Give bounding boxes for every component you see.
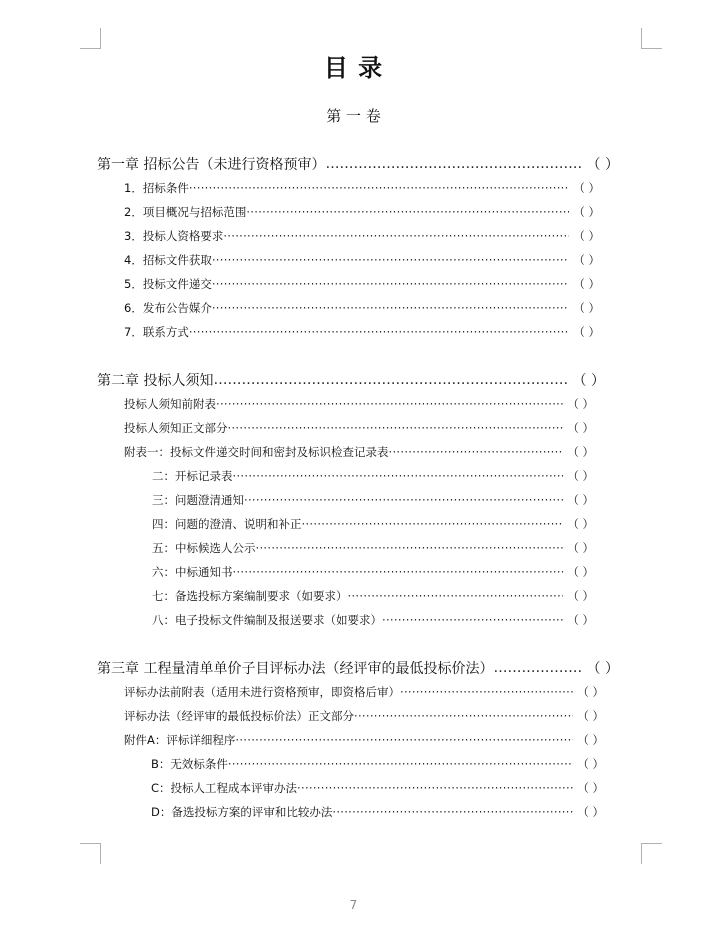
item-title: D：备选投标方案的评审和比较办法 [151,805,333,819]
toc-item[interactable] [151,778,604,798]
toc-item[interactable] [152,610,594,630]
page-ref: （ ） [567,613,594,627]
item-title: 投标人须知前附表 [124,397,216,411]
dot-leader [216,397,563,411]
item-title: 3．投标人资格要求 [124,229,224,243]
page-ref: （ ） [586,661,619,677]
dot-leader [244,493,563,507]
page-ref: （ ） [573,229,600,243]
toc-item[interactable] [152,538,594,558]
item-title: 7．联系方式 [124,325,189,339]
dot-leader [223,229,569,243]
dot-leader [332,805,573,819]
item-title: 四：问题的澄清、说明和补正 [152,517,302,531]
item-title: 八：电子投标文件编制及报送要求（如要求） [152,613,382,627]
toc-item[interactable] [124,274,600,294]
volume-heading: 第 一 卷 [326,107,381,125]
toc-item[interactable] [152,466,594,486]
page-ref: （ ） [573,301,600,315]
page-ref: （ ） [577,781,604,795]
dot-leader [213,372,568,388]
dot-leader [382,613,563,627]
crop-mark-bottom-left [80,843,101,864]
toc-item[interactable] [124,322,600,342]
page-ref: （ ） [586,157,619,173]
dot-leader [228,421,564,435]
dot-leader [189,181,570,195]
page-ref: （ ） [573,325,600,339]
page-ref: （ ） [567,517,594,531]
item-title: 附件A：评标详细程序 [124,733,236,747]
dot-leader [233,469,564,483]
dot-leader [212,277,570,291]
page-ref: （ ） [573,205,600,219]
dot-leader [212,301,570,315]
item-title: C：投标人工程成本评审办法 [151,781,298,795]
item-title: 6．发布公告媒介 [124,301,212,315]
toc-item[interactable] [124,178,600,198]
item-title: 2．项目概况与招标范围 [124,205,247,219]
page-ref: （ ） [567,421,594,435]
page-ref: （ ） [572,373,605,389]
item-title: 附表一：投标文件递交时间和密封及标识检查记录表 [124,445,389,459]
toc-item[interactable] [124,250,600,270]
dot-leader [354,709,573,723]
page-ref: （ ） [577,757,604,771]
page-ref: （ ） [573,277,600,291]
page-title: 目 录 [323,53,384,82]
toc-item[interactable] [151,754,604,774]
dot-leader [189,325,570,339]
dot-leader [246,205,569,219]
toc-item[interactable] [152,562,594,582]
toc-item[interactable] [124,202,600,222]
item-title: 三：问题澄清通知 [152,493,244,507]
crop-mark-top-right [641,28,662,49]
page-ref: （ ） [567,469,594,483]
item-title: 4．招标文件获取 [124,253,212,267]
toc-item[interactable] [152,490,594,510]
toc-item[interactable] [124,706,604,726]
chapter-title: 第二章 投标人须知 [97,373,214,389]
item-title: B：无效标条件 [151,757,228,771]
dot-leader [297,781,573,795]
item-title: 5．投标文件递交 [124,277,212,291]
item-title: 五：中标候选人公示 [152,541,256,555]
dot-leader [302,517,564,531]
toc-item[interactable] [152,586,594,606]
toc-item[interactable] [124,682,604,702]
item-title: 评标办法（经评审的最低投标价法）正文部分 [124,709,354,723]
toc-item[interactable] [124,298,600,318]
toc-item[interactable] [151,802,604,822]
page-ref: （ ） [577,733,604,747]
dot-leader [400,685,573,699]
dot-leader [493,660,582,676]
dot-leader [325,156,582,172]
page-ref: （ ） [573,181,600,195]
page-ref: （ ） [577,685,604,699]
chapter-title: 第三章 工程量清单单价子目评标办法（经评审的最低投标价法） [97,661,494,677]
dot-leader [348,589,564,603]
page-ref: （ ） [577,805,604,819]
item-title: 二：开标记录表 [152,469,233,483]
page-number: 7 [349,898,358,912]
page-ref: （ ） [567,589,594,603]
toc-item[interactable] [124,226,600,246]
toc-item[interactable] [124,442,594,462]
item-title: 投标人须知正文部分 [124,421,228,435]
dot-leader [389,445,564,459]
item-title: 评标办法前附表（适用未进行资格预审，即资格后审） [124,685,400,699]
item-title: 七：备选投标方案编制要求（如要求） [152,589,348,603]
crop-mark-top-left [80,28,101,49]
toc-item[interactable] [124,730,604,750]
page-ref: （ ） [567,565,594,579]
chapter-title: 第一章 招标公告（未进行资格预审） [97,157,326,173]
dot-leader [256,541,564,555]
item-title: 1．招标条件 [124,181,189,195]
toc-item[interactable] [124,394,594,414]
dot-leader [228,757,573,771]
page-ref: （ ） [567,397,594,411]
page-ref: （ ） [577,709,604,723]
item-title: 六：中标通知书 [152,565,233,579]
page-ref: （ ） [567,493,594,507]
dot-leader [212,253,570,267]
dot-leader [235,733,573,747]
toc-chapter-2[interactable] [97,370,605,390]
toc-item[interactable] [152,514,594,534]
page-ref: （ ） [567,445,594,459]
page-ref: （ ） [573,253,600,267]
toc-item[interactable] [124,418,594,438]
page-ref: （ ） [567,541,594,555]
toc-chapter-1[interactable] [97,154,619,174]
toc-chapter-3[interactable] [97,658,619,678]
crop-mark-bottom-right [641,843,662,864]
dot-leader [233,565,564,579]
